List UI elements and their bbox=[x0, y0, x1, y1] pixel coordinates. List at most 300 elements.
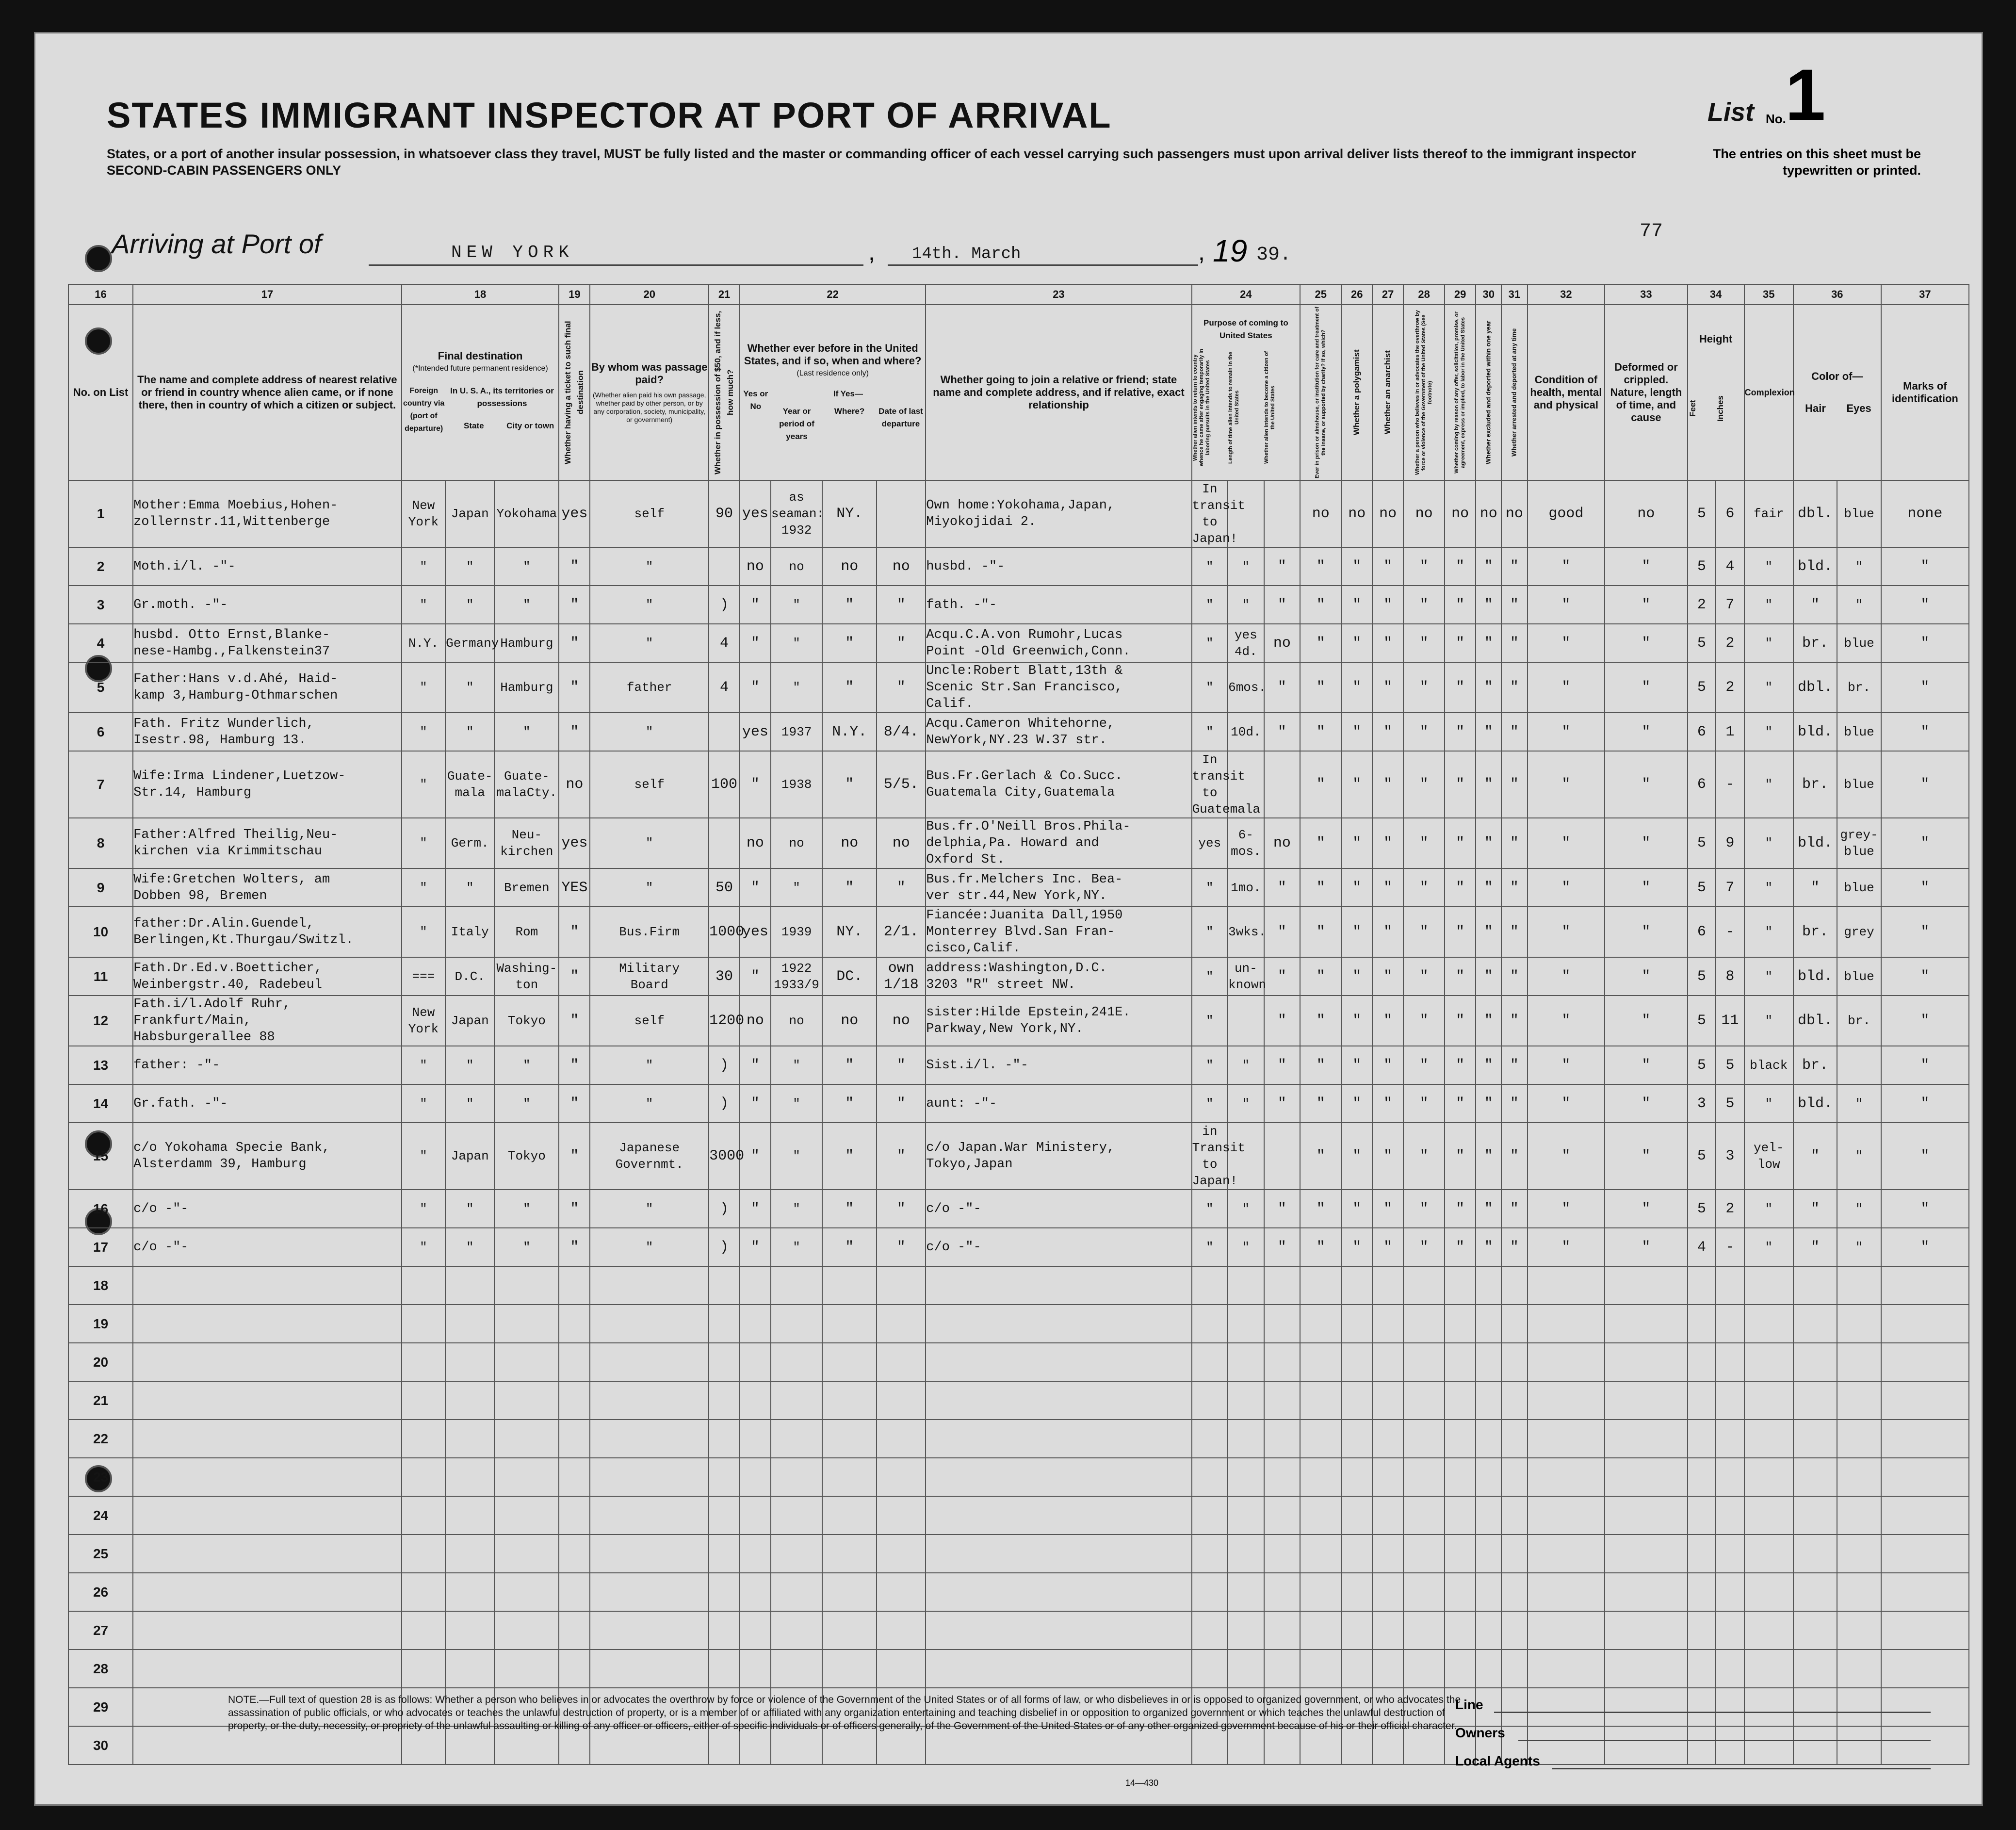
health-cell bbox=[1528, 1381, 1605, 1420]
before-year bbox=[771, 1611, 822, 1650]
relative-address bbox=[133, 1573, 402, 1611]
row-number: 29 bbox=[68, 1688, 133, 1726]
table-row-empty bbox=[68, 1381, 1969, 1420]
height-feet bbox=[1688, 1266, 1716, 1305]
eyes-cell: " bbox=[1837, 1228, 1881, 1266]
eyes-cell bbox=[1837, 1611, 1881, 1650]
height-feet bbox=[1688, 1343, 1716, 1381]
joining-relative bbox=[926, 1535, 1191, 1573]
joining-relative: c/o Japan.War Ministery, Tokyo,Japan bbox=[926, 1123, 1191, 1190]
header-passage-paid-title: By whom was passage paid? bbox=[591, 361, 708, 386]
before-yes-no bbox=[740, 1420, 771, 1458]
passage-paid-cell: " bbox=[590, 818, 709, 868]
height-feet: 5 bbox=[1688, 1123, 1716, 1190]
table-row bbox=[68, 662, 1969, 713]
before-departure: " bbox=[877, 624, 926, 662]
complexion-cell: " bbox=[1744, 751, 1793, 818]
subtitle-line: SECOND-CABIN PASSENGERS ONLY bbox=[107, 163, 341, 178]
row-number: 8 bbox=[68, 818, 133, 868]
labor-offer-cell: " bbox=[1445, 868, 1476, 907]
destination-state: " bbox=[445, 1228, 494, 1266]
relative-address bbox=[133, 1650, 402, 1688]
marks-cell: " bbox=[1881, 907, 1969, 957]
before-where: " bbox=[822, 868, 877, 907]
excluded-cell bbox=[1476, 1305, 1501, 1343]
prison-cell: " bbox=[1300, 818, 1341, 868]
complexion-cell bbox=[1744, 1305, 1793, 1343]
destination-state bbox=[445, 1305, 494, 1343]
row-number: 6 bbox=[68, 713, 133, 751]
row-number: 12 bbox=[68, 996, 133, 1046]
before-yes-no bbox=[740, 1496, 771, 1535]
entries-note: The entries on this sheet must be typewritten or printed. bbox=[1712, 147, 1921, 178]
destination-city: " bbox=[494, 1190, 559, 1228]
table-row bbox=[68, 713, 1969, 751]
purpose-citizen bbox=[1264, 1305, 1301, 1343]
labor-offer-cell bbox=[1445, 1611, 1476, 1650]
before-departure bbox=[877, 1573, 926, 1611]
destination-city: " bbox=[494, 1046, 559, 1084]
overthrow-cell: no bbox=[1403, 480, 1445, 547]
height-inches: - bbox=[1716, 751, 1744, 818]
relative-address bbox=[133, 1420, 402, 1458]
purpose-citizen: " bbox=[1264, 713, 1301, 751]
col-number: 19 bbox=[559, 284, 590, 305]
list-number: 1 bbox=[1785, 54, 1826, 135]
polygamist-cell: " bbox=[1341, 547, 1372, 586]
header-excluded: Whether excluded and deported within one year bbox=[1476, 305, 1501, 480]
complexion-cell bbox=[1744, 1535, 1793, 1573]
ticket-cell: " bbox=[559, 1228, 590, 1266]
excluded-cell: no bbox=[1476, 480, 1501, 547]
marks-cell bbox=[1881, 1458, 1969, 1496]
joining-relative: Bus.fr.Melchers Inc. Bea- ver str.44,New York,NY. bbox=[926, 868, 1191, 907]
eyes-cell: " bbox=[1837, 586, 1881, 624]
list-label: List bbox=[1707, 98, 1755, 127]
hair-cell: " bbox=[1793, 1228, 1837, 1266]
comma: , bbox=[868, 238, 875, 265]
polygamist-cell: " bbox=[1341, 662, 1372, 713]
complexion-cell bbox=[1744, 1688, 1793, 1726]
complexion-cell bbox=[1744, 1726, 1793, 1765]
passage-paid-cell: self bbox=[590, 480, 709, 547]
height-feet: 5 bbox=[1688, 818, 1716, 868]
purpose-length bbox=[1228, 1573, 1264, 1611]
foreign-country: " bbox=[402, 547, 445, 586]
prison-cell: " bbox=[1300, 1123, 1341, 1190]
header-money: Whether in possession of $50, and if less, how much? bbox=[709, 305, 740, 480]
before-year: " bbox=[771, 1228, 822, 1266]
money-cell: ) bbox=[709, 586, 740, 624]
complexion-cell bbox=[1744, 1343, 1793, 1381]
row-number: 1 bbox=[68, 480, 133, 547]
before-where: DC. bbox=[822, 957, 877, 996]
destination-state: Japan bbox=[445, 480, 494, 547]
marks-cell bbox=[1881, 1343, 1969, 1381]
foreign-country: New York bbox=[402, 996, 445, 1046]
health-cell: " bbox=[1528, 957, 1605, 996]
height-feet bbox=[1688, 1611, 1716, 1650]
destination-city: Hamburg bbox=[494, 662, 559, 713]
ticket-cell: " bbox=[559, 1046, 590, 1084]
purpose-return: " bbox=[1192, 996, 1228, 1046]
health-cell: " bbox=[1528, 1046, 1605, 1084]
deformed-cell: " bbox=[1605, 662, 1687, 713]
health-cell: " bbox=[1528, 868, 1605, 907]
labor-offer-cell: " bbox=[1445, 1190, 1476, 1228]
money-cell bbox=[709, 1573, 740, 1611]
purpose-citizen bbox=[1264, 1650, 1301, 1688]
before-year bbox=[771, 1343, 822, 1381]
before-yes-no bbox=[740, 1650, 771, 1688]
header-before-sub: (Last residence only) bbox=[797, 369, 869, 377]
prison-cell bbox=[1300, 1650, 1341, 1688]
joining-relative bbox=[926, 1420, 1191, 1458]
marks-cell bbox=[1881, 1611, 1969, 1650]
money-cell: 1200 bbox=[709, 996, 740, 1046]
destination-state bbox=[445, 1496, 494, 1535]
polygamist-cell bbox=[1341, 1381, 1372, 1420]
destination-city: Yokohama bbox=[494, 480, 559, 547]
anarchist-cell: no bbox=[1372, 480, 1403, 547]
excluded-cell: " bbox=[1476, 713, 1501, 751]
overthrow-cell bbox=[1403, 1458, 1445, 1496]
prison-cell: " bbox=[1300, 624, 1341, 662]
header-ticket: Whether having a ticket to such final destination bbox=[559, 305, 590, 480]
destination-city bbox=[494, 1496, 559, 1535]
hair-cell bbox=[1793, 1496, 1837, 1535]
deformed-cell bbox=[1605, 1535, 1687, 1573]
prison-cell: " bbox=[1300, 1084, 1341, 1123]
header-purpose-title: Purpose of coming to United States bbox=[1203, 318, 1288, 340]
overthrow-cell: " bbox=[1403, 907, 1445, 957]
money-cell bbox=[709, 1458, 740, 1496]
passage-paid-cell: " bbox=[590, 1228, 709, 1266]
height-inches bbox=[1716, 1726, 1744, 1765]
polygamist-cell: " bbox=[1341, 586, 1372, 624]
deformed-cell: no bbox=[1605, 480, 1687, 547]
before-yes-no bbox=[740, 1535, 771, 1573]
purpose-citizen: " bbox=[1264, 957, 1301, 996]
height-inches bbox=[1716, 1535, 1744, 1573]
polygamist-cell: " bbox=[1341, 1046, 1372, 1084]
table-row-empty bbox=[68, 1573, 1969, 1611]
height-inches: 1 bbox=[1716, 713, 1744, 751]
hair-cell bbox=[1793, 1688, 1837, 1726]
passage-paid-cell: Bus.Firm bbox=[590, 907, 709, 957]
excluded-cell bbox=[1476, 1343, 1501, 1381]
purpose-length: " bbox=[1228, 1046, 1264, 1084]
purpose-citizen: " bbox=[1264, 996, 1301, 1046]
deported-cell bbox=[1501, 1305, 1527, 1343]
table-row bbox=[68, 624, 1969, 662]
deported-cell bbox=[1501, 1496, 1527, 1535]
col-number: 22 bbox=[740, 284, 926, 305]
height-feet: 5 bbox=[1688, 662, 1716, 713]
overthrow-cell bbox=[1403, 1496, 1445, 1535]
col-number: 28 bbox=[1403, 284, 1445, 305]
before-where bbox=[822, 1420, 877, 1458]
foreign-country bbox=[402, 1458, 445, 1496]
overthrow-cell bbox=[1403, 1535, 1445, 1573]
before-departure bbox=[877, 1650, 926, 1688]
prison-cell bbox=[1300, 1458, 1341, 1496]
labor-offer-cell bbox=[1445, 1420, 1476, 1458]
table-row-empty bbox=[68, 1535, 1969, 1573]
polygamist-cell: " bbox=[1341, 907, 1372, 957]
purpose-return: " bbox=[1192, 1084, 1228, 1123]
prison-cell: " bbox=[1300, 713, 1341, 751]
before-year bbox=[771, 1266, 822, 1305]
excluded-cell: " bbox=[1476, 907, 1501, 957]
anarchist-cell bbox=[1372, 1611, 1403, 1650]
hair-cell: dbl. bbox=[1793, 480, 1837, 547]
excluded-cell: " bbox=[1476, 957, 1501, 996]
anarchist-cell bbox=[1372, 1458, 1403, 1496]
foreign-country bbox=[402, 1535, 445, 1573]
destination-city: Rom bbox=[494, 907, 559, 957]
polygamist-cell: " bbox=[1341, 1084, 1372, 1123]
before-departure: no bbox=[877, 818, 926, 868]
joining-relative: Bus.fr.O'Neill Bros.Phila- delphia,Pa. Howard and Oxford St. bbox=[926, 818, 1191, 868]
labor-offer-cell: " bbox=[1445, 1228, 1476, 1266]
destination-state bbox=[445, 1266, 494, 1305]
complexion-cell: yel- low bbox=[1744, 1123, 1793, 1190]
before-year: no bbox=[771, 818, 822, 868]
col-number: 25 bbox=[1300, 284, 1341, 305]
prison-cell: " bbox=[1300, 547, 1341, 586]
prison-cell: " bbox=[1300, 1228, 1341, 1266]
relative-address: Fath.Dr.Ed.v.Boetticher, Weinbergstr.40, Radebeul bbox=[133, 957, 402, 996]
health-cell: " bbox=[1528, 751, 1605, 818]
before-yes-no: yes bbox=[740, 907, 771, 957]
money-cell: ) bbox=[709, 1190, 740, 1228]
before-where bbox=[822, 1573, 877, 1611]
height-inches: 2 bbox=[1716, 662, 1744, 713]
anarchist-cell: " bbox=[1372, 996, 1403, 1046]
row-number: 5 bbox=[68, 662, 133, 713]
complexion-cell: " bbox=[1744, 957, 1793, 996]
money-cell bbox=[709, 1266, 740, 1305]
marks-cell: " bbox=[1881, 868, 1969, 907]
polygamist-cell: " bbox=[1341, 868, 1372, 907]
eyes-cell: blue bbox=[1837, 751, 1881, 818]
passage-paid-cell bbox=[590, 1266, 709, 1305]
header-prison: Ever in prison or almshouse, or institution for care and treatment of the insane, or supported by charity? If so, which? bbox=[1300, 305, 1341, 480]
height-inches bbox=[1716, 1496, 1744, 1535]
destination-state bbox=[445, 1650, 494, 1688]
joining-relative: Sist.i/l. -"- bbox=[926, 1046, 1191, 1084]
hair-cell: " bbox=[1793, 1123, 1837, 1190]
excluded-cell: " bbox=[1476, 751, 1501, 818]
passage-paid-cell: self bbox=[590, 751, 709, 818]
height-feet: 6 bbox=[1688, 751, 1716, 818]
line-underline bbox=[1494, 1712, 1931, 1713]
before-year: " bbox=[771, 586, 822, 624]
eyes-cell: " bbox=[1837, 1084, 1881, 1123]
arriving-label: Arriving at Port of bbox=[112, 229, 322, 259]
subtitle bbox=[107, 146, 1659, 179]
overthrow-cell: " bbox=[1403, 547, 1445, 586]
deported-cell: " bbox=[1501, 1123, 1527, 1190]
passage-paid-cell: " bbox=[590, 1046, 709, 1084]
destination-city bbox=[494, 1611, 559, 1650]
purpose-citizen bbox=[1264, 480, 1301, 547]
relative-address: c/o Yokohama Specie Bank, Alsterdamm 39, Hamburg bbox=[133, 1123, 402, 1190]
purpose-citizen: " bbox=[1264, 907, 1301, 957]
purpose-length: " bbox=[1228, 1190, 1264, 1228]
before-departure bbox=[877, 1535, 926, 1573]
passage-paid-cell: " bbox=[590, 586, 709, 624]
health-cell: " bbox=[1528, 586, 1605, 624]
joining-relative bbox=[926, 1266, 1191, 1305]
purpose-return: " bbox=[1192, 907, 1228, 957]
form-number: 14—430 bbox=[1125, 1778, 1159, 1788]
purpose-return: " bbox=[1192, 586, 1228, 624]
relative-address: Mother:Emma Moebius,Hohen- zollernstr.11,Wittenberge bbox=[133, 480, 402, 547]
hair-cell: dbl. bbox=[1793, 996, 1837, 1046]
deformed-cell: " bbox=[1605, 713, 1687, 751]
height-feet: 5 bbox=[1688, 1046, 1716, 1084]
table-row bbox=[68, 1228, 1969, 1266]
before-yes-no bbox=[740, 1573, 771, 1611]
health-cell bbox=[1528, 1496, 1605, 1535]
marks-cell: " bbox=[1881, 547, 1969, 586]
marks-cell bbox=[1881, 1305, 1969, 1343]
deformed-cell: " bbox=[1605, 868, 1687, 907]
destination-state: Japan bbox=[445, 1123, 494, 1190]
eyes-cell: grey bbox=[1837, 907, 1881, 957]
hair-cell: bld. bbox=[1793, 818, 1837, 868]
eyes-cell: blue bbox=[1837, 957, 1881, 996]
row-number: 25 bbox=[68, 1535, 133, 1573]
before-yes-no: yes bbox=[740, 480, 771, 547]
joining-relative: Fiancée:Juanita Dall,1950 Monterrey Blvd.San Fran- cisco,Calif. bbox=[926, 907, 1191, 957]
destination-state bbox=[445, 1343, 494, 1381]
money-cell bbox=[709, 818, 740, 868]
before-year: 1922 1933/9 bbox=[771, 957, 822, 996]
height-feet bbox=[1688, 1688, 1716, 1726]
hair-cell bbox=[1793, 1726, 1837, 1765]
before-departure bbox=[877, 1496, 926, 1535]
marks-cell: " bbox=[1881, 1190, 1969, 1228]
ticket-cell bbox=[559, 1343, 590, 1381]
before-yes-no bbox=[740, 1611, 771, 1650]
height-inches: 6 bbox=[1716, 480, 1744, 547]
prison-cell bbox=[1300, 1420, 1341, 1458]
complexion-cell bbox=[1744, 1496, 1793, 1535]
marks-cell: " bbox=[1881, 996, 1969, 1046]
excluded-cell: " bbox=[1476, 586, 1501, 624]
before-departure bbox=[877, 1420, 926, 1458]
before-departure: no bbox=[877, 547, 926, 586]
purpose-return: " bbox=[1192, 868, 1228, 907]
foreign-country bbox=[402, 1496, 445, 1535]
deported-cell bbox=[1501, 1343, 1527, 1381]
row-number: 26 bbox=[68, 1573, 133, 1611]
relative-address: Moth.i/l. -"- bbox=[133, 547, 402, 586]
col-number: 31 bbox=[1501, 284, 1527, 305]
anarchist-cell: " bbox=[1372, 1228, 1403, 1266]
row-number: 2 bbox=[68, 547, 133, 586]
header-inches: Inches bbox=[1716, 395, 1725, 422]
header-purpose-citizen: Whether alien intends to become a citizen of the United States bbox=[1264, 351, 1276, 464]
destination-city bbox=[494, 1650, 559, 1688]
header-feet: Feet bbox=[1688, 400, 1697, 417]
ticket-cell: " bbox=[559, 624, 590, 662]
destination-state: " bbox=[445, 1190, 494, 1228]
destination-state bbox=[445, 1611, 494, 1650]
destination-city bbox=[494, 1420, 559, 1458]
purpose-citizen bbox=[1264, 1535, 1301, 1573]
height-inches bbox=[1716, 1381, 1744, 1420]
prison-cell: " bbox=[1300, 868, 1341, 907]
money-cell: 4 bbox=[709, 662, 740, 713]
purpose-return: yes bbox=[1192, 818, 1228, 868]
col-number: 37 bbox=[1881, 284, 1969, 305]
money-cell bbox=[709, 1343, 740, 1381]
header-passage-paid bbox=[590, 305, 709, 480]
header-usa-group bbox=[446, 385, 559, 435]
destination-state: Germany bbox=[445, 624, 494, 662]
money-cell: ) bbox=[709, 1084, 740, 1123]
header-city: City or town bbox=[506, 421, 554, 430]
height-inches bbox=[1716, 1305, 1744, 1343]
health-cell: " bbox=[1528, 713, 1605, 751]
height-inches: - bbox=[1716, 1228, 1744, 1266]
foreign-country: " bbox=[402, 1228, 445, 1266]
destination-city bbox=[494, 1573, 559, 1611]
deported-cell bbox=[1501, 1420, 1527, 1458]
destination-state: Germ. bbox=[445, 818, 494, 868]
purpose-length: " bbox=[1228, 547, 1264, 586]
ticket-cell bbox=[559, 1305, 590, 1343]
height-feet: 4 bbox=[1688, 1228, 1716, 1266]
before-year: " bbox=[771, 624, 822, 662]
health-cell: " bbox=[1528, 1084, 1605, 1123]
excluded-cell: " bbox=[1476, 1190, 1501, 1228]
row-number: 15 bbox=[68, 1123, 133, 1190]
height-feet: 5 bbox=[1688, 1190, 1716, 1228]
destination-city bbox=[494, 1343, 559, 1381]
eyes-cell: blue bbox=[1837, 868, 1881, 907]
height-inches: 7 bbox=[1716, 868, 1744, 907]
table-row bbox=[68, 547, 1969, 586]
relative-address bbox=[133, 1458, 402, 1496]
before-yes-no: yes bbox=[740, 713, 771, 751]
money-cell: 100 bbox=[709, 751, 740, 818]
col-number: 26 bbox=[1341, 284, 1372, 305]
overthrow-cell: " bbox=[1403, 1046, 1445, 1084]
header-where: Where? bbox=[834, 407, 865, 416]
passage-paid-cell: father bbox=[590, 662, 709, 713]
before-departure bbox=[877, 1343, 926, 1381]
labor-offer-cell: " bbox=[1445, 996, 1476, 1046]
eyes-cell bbox=[1837, 1650, 1881, 1688]
foreign-country: " bbox=[402, 1046, 445, 1084]
foreign-country: " bbox=[402, 586, 445, 624]
before-where: N.Y. bbox=[822, 713, 877, 751]
money-cell bbox=[709, 1650, 740, 1688]
labor-offer-cell: no bbox=[1445, 480, 1476, 547]
polygamist-cell bbox=[1341, 1420, 1372, 1458]
anarchist-cell: " bbox=[1372, 907, 1403, 957]
polygamist-cell bbox=[1341, 1650, 1372, 1688]
joining-relative bbox=[926, 1458, 1191, 1496]
height-feet bbox=[1688, 1535, 1716, 1573]
manifest-rows bbox=[68, 480, 1969, 1765]
header-hair: Hair bbox=[1805, 402, 1826, 414]
